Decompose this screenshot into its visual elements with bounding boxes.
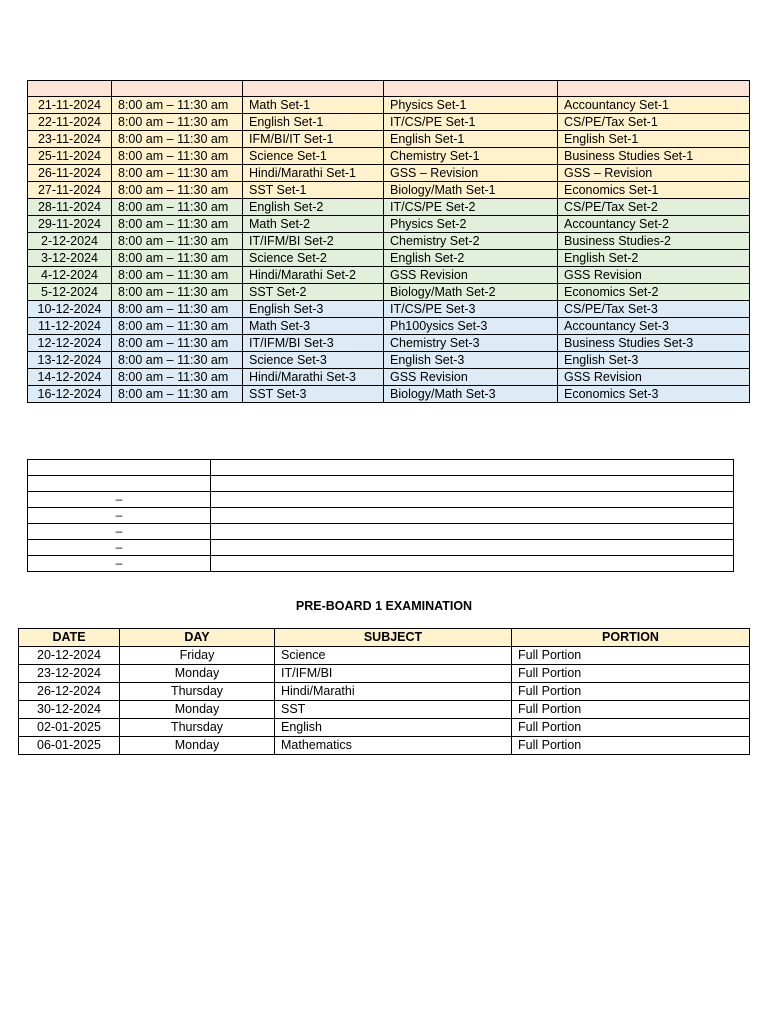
day-cell: Monday (120, 701, 275, 719)
time-cell: 8:00 am – 11:30 am (112, 216, 243, 233)
schedule-row (28, 148, 750, 165)
preboard-row (19, 647, 750, 665)
schedule-row (28, 97, 750, 114)
time-cell: 8:00 am – 11:30 am (112, 386, 243, 403)
blank-cell (211, 492, 734, 508)
subject-cell: GSS – Revision (558, 165, 750, 182)
time-cell: 8:00 am – 11:30 am (112, 250, 243, 267)
preboard-row (19, 683, 750, 701)
date-cell: 16-12-2024 (28, 386, 112, 403)
blank-row (28, 460, 734, 476)
blank-cell (211, 460, 734, 476)
schedule-row (28, 318, 750, 335)
blank-cell: – (28, 556, 211, 572)
subject-cell: Math Set-3 (243, 318, 384, 335)
day-cell: Thursday (120, 683, 275, 701)
subject-cell: SST Set-3 (243, 386, 384, 403)
blank-cell (28, 476, 211, 492)
preboard-row (19, 665, 750, 683)
schedule-row (28, 182, 750, 199)
schedule-header-row (28, 81, 750, 97)
date-cell: 3-12-2024 (28, 250, 112, 267)
preboard-header-cell: SUBJECT (275, 629, 512, 647)
date-cell: 10-12-2024 (28, 301, 112, 318)
subject-cell: IT/IFM/BI Set-2 (243, 233, 384, 250)
schedule-row (28, 284, 750, 301)
preboard-header-cell: DATE (19, 629, 120, 647)
blank-table-body (28, 460, 734, 572)
subject-cell: Business Studies Set-3 (558, 335, 750, 352)
subject-cell: Mathematics (275, 737, 512, 755)
blank-row (28, 524, 734, 540)
preboard-header-row (19, 629, 750, 647)
schedule-row (28, 114, 750, 131)
subject-cell: SST Set-2 (243, 284, 384, 301)
exam-schedule-table (27, 80, 750, 403)
schedule-row (28, 131, 750, 148)
subject-cell: CS/PE/Tax Set-1 (558, 114, 750, 131)
subject-cell: IFM/BI/IT Set-1 (243, 131, 384, 148)
subject-cell: Science (275, 647, 512, 665)
schedule-row (28, 369, 750, 386)
schedule-row (28, 216, 750, 233)
subject-cell: Math Set-2 (243, 216, 384, 233)
blank-table (27, 459, 734, 572)
subject-cell: Accountancy Set-2 (558, 216, 750, 233)
schedule-row (28, 352, 750, 369)
schedule-row (28, 267, 750, 284)
time-cell: 8:00 am – 11:30 am (112, 352, 243, 369)
preboard-header-cell: DAY (120, 629, 275, 647)
preboard-row (19, 737, 750, 755)
day-cell: Monday (120, 665, 275, 683)
exam-schedule-body (28, 81, 750, 403)
portion-cell: Full Portion (512, 737, 750, 755)
subject-cell: GSS Revision (558, 267, 750, 284)
time-cell: 8:00 am – 11:30 am (112, 318, 243, 335)
subject-cell: English Set-3 (243, 301, 384, 318)
date-cell: 22-11-2024 (28, 114, 112, 131)
schedule-row (28, 233, 750, 250)
subject-cell: Biology/Math Set-2 (384, 284, 558, 301)
date-cell: 20-12-2024 (19, 647, 120, 665)
subject-cell: GSS Revision (384, 267, 558, 284)
preboard-body (19, 647, 750, 755)
blank-cell: – (28, 492, 211, 508)
blank-cell: – (28, 540, 211, 556)
subject-cell: GSS Revision (384, 369, 558, 386)
time-cell: 8:00 am – 11:30 am (112, 267, 243, 284)
day-cell: Friday (120, 647, 275, 665)
blank-cell: – (28, 508, 211, 524)
subject-cell: IT/CS/PE Set-1 (384, 114, 558, 131)
date-cell: 06-01-2025 (19, 737, 120, 755)
blank-cell (211, 508, 734, 524)
blank-cell (211, 540, 734, 556)
time-cell: 8:00 am – 11:30 am (112, 131, 243, 148)
blank-cell (211, 556, 734, 572)
time-cell: 8:00 am – 11:30 am (112, 369, 243, 386)
subject-cell: Science Set-1 (243, 148, 384, 165)
time-cell: 8:00 am – 11:30 am (112, 233, 243, 250)
schedule-row (28, 165, 750, 182)
date-cell: 29-11-2024 (28, 216, 112, 233)
date-cell: 21-11-2024 (28, 97, 112, 114)
portion-cell: Full Portion (512, 683, 750, 701)
subject-cell: Hindi/Marathi Set-2 (243, 267, 384, 284)
date-cell: 25-11-2024 (28, 148, 112, 165)
date-cell: 2-12-2024 (28, 233, 112, 250)
portion-cell: Full Portion (512, 701, 750, 719)
subject-cell: English Set-1 (243, 114, 384, 131)
subject-cell: English Set-2 (558, 250, 750, 267)
subject-cell: Economics Set-3 (558, 386, 750, 403)
subject-cell: Economics Set-2 (558, 284, 750, 301)
date-cell: 23-12-2024 (19, 665, 120, 683)
blank-row (28, 492, 734, 508)
subject-cell: SST (275, 701, 512, 719)
subject-cell: IT/IFM/BI (275, 665, 512, 683)
portion-cell: Full Portion (512, 665, 750, 683)
subject-cell: Biology/Math Set-3 (384, 386, 558, 403)
time-cell: 8:00 am – 11:30 am (112, 199, 243, 216)
preboard-table (18, 628, 750, 755)
blank-cell (211, 476, 734, 492)
subject-cell: English Set-2 (384, 250, 558, 267)
schedule-row (28, 335, 750, 352)
blank-cell: – (28, 524, 211, 540)
day-cell: Monday (120, 737, 275, 755)
subject-cell: Biology/Math Set-1 (384, 182, 558, 199)
time-cell: 8:00 am – 11:30 am (112, 148, 243, 165)
subject-cell: IT/IFM/BI Set-3 (243, 335, 384, 352)
subject-cell: Hindi/Marathi Set-1 (243, 165, 384, 182)
subject-cell: CS/PE/Tax Set-2 (558, 199, 750, 216)
subject-cell: CS/PE/Tax Set-3 (558, 301, 750, 318)
subject-cell: SST Set-1 (243, 182, 384, 199)
schedule-header-cell (28, 81, 112, 97)
blank-row (28, 508, 734, 524)
subject-cell: Accountancy Set-3 (558, 318, 750, 335)
date-cell: 02-01-2025 (19, 719, 120, 737)
subject-cell: English Set-3 (384, 352, 558, 369)
schedule-row (28, 250, 750, 267)
subject-cell: GSS – Revision (384, 165, 558, 182)
date-cell: 4-12-2024 (28, 267, 112, 284)
time-cell: 8:00 am – 11:30 am (112, 182, 243, 199)
schedule-header-cell (112, 81, 243, 97)
subject-cell: Hindi/Marathi (275, 683, 512, 701)
blank-cell (28, 460, 211, 476)
time-cell: 8:00 am – 11:30 am (112, 335, 243, 352)
subject-cell: Economics Set-1 (558, 182, 750, 199)
portion-cell: Full Portion (512, 719, 750, 737)
preboard-header-cell: PORTION (512, 629, 750, 647)
date-cell: 27-11-2024 (28, 182, 112, 199)
blank-cell (211, 524, 734, 540)
date-cell: 28-11-2024 (28, 199, 112, 216)
subject-cell: IT/CS/PE Set-2 (384, 199, 558, 216)
date-cell: 5-12-2024 (28, 284, 112, 301)
date-cell: 11-12-2024 (28, 318, 112, 335)
subject-cell: Science Set-2 (243, 250, 384, 267)
subject-cell: English Set-3 (558, 352, 750, 369)
time-cell: 8:00 am – 11:30 am (112, 97, 243, 114)
schedule-row (28, 386, 750, 403)
portion-cell: Full Portion (512, 647, 750, 665)
subject-cell: IT/CS/PE Set-3 (384, 301, 558, 318)
subject-cell: Chemistry Set-2 (384, 233, 558, 250)
preboard-row (19, 701, 750, 719)
blank-row (28, 476, 734, 492)
date-cell: 26-12-2024 (19, 683, 120, 701)
subject-cell: GSS Revision (558, 369, 750, 386)
date-cell: 12-12-2024 (28, 335, 112, 352)
time-cell: 8:00 am – 11:30 am (112, 301, 243, 318)
subject-cell: Business Studies Set-1 (558, 148, 750, 165)
time-cell: 8:00 am – 11:30 am (112, 114, 243, 131)
subject-cell: Business Studies-2 (558, 233, 750, 250)
preboard-title: PRE-BOARD 1 EXAMINATION (295, 599, 473, 613)
date-cell: 26-11-2024 (28, 165, 112, 182)
preboard-row (19, 719, 750, 737)
subject-cell: Accountancy Set-1 (558, 97, 750, 114)
subject-cell: Ph100ysics Set-3 (384, 318, 558, 335)
schedule-header-cell (243, 81, 384, 97)
subject-cell: English Set-1 (558, 131, 750, 148)
subject-cell: Physics Set-1 (384, 97, 558, 114)
schedule-header-cell (384, 81, 558, 97)
schedule-row (28, 199, 750, 216)
subject-cell: Hindi/Marathi Set-3 (243, 369, 384, 386)
schedule-row (28, 301, 750, 318)
subject-cell: English Set-1 (384, 131, 558, 148)
subject-cell: English Set-2 (243, 199, 384, 216)
blank-row (28, 556, 734, 572)
subject-cell: Chemistry Set-1 (384, 148, 558, 165)
schedule-header-cell (558, 81, 750, 97)
day-cell: Thursday (120, 719, 275, 737)
subject-cell: Physics Set-2 (384, 216, 558, 233)
date-cell: 23-11-2024 (28, 131, 112, 148)
subject-cell: Math Set-1 (243, 97, 384, 114)
time-cell: 8:00 am – 11:30 am (112, 165, 243, 182)
subject-cell: English (275, 719, 512, 737)
subject-cell: Chemistry Set-3 (384, 335, 558, 352)
blank-row (28, 540, 734, 556)
subject-cell: Science Set-3 (243, 352, 384, 369)
date-cell: 30-12-2024 (19, 701, 120, 719)
time-cell: 8:00 am – 11:30 am (112, 284, 243, 301)
date-cell: 14-12-2024 (28, 369, 112, 386)
date-cell: 13-12-2024 (28, 352, 112, 369)
